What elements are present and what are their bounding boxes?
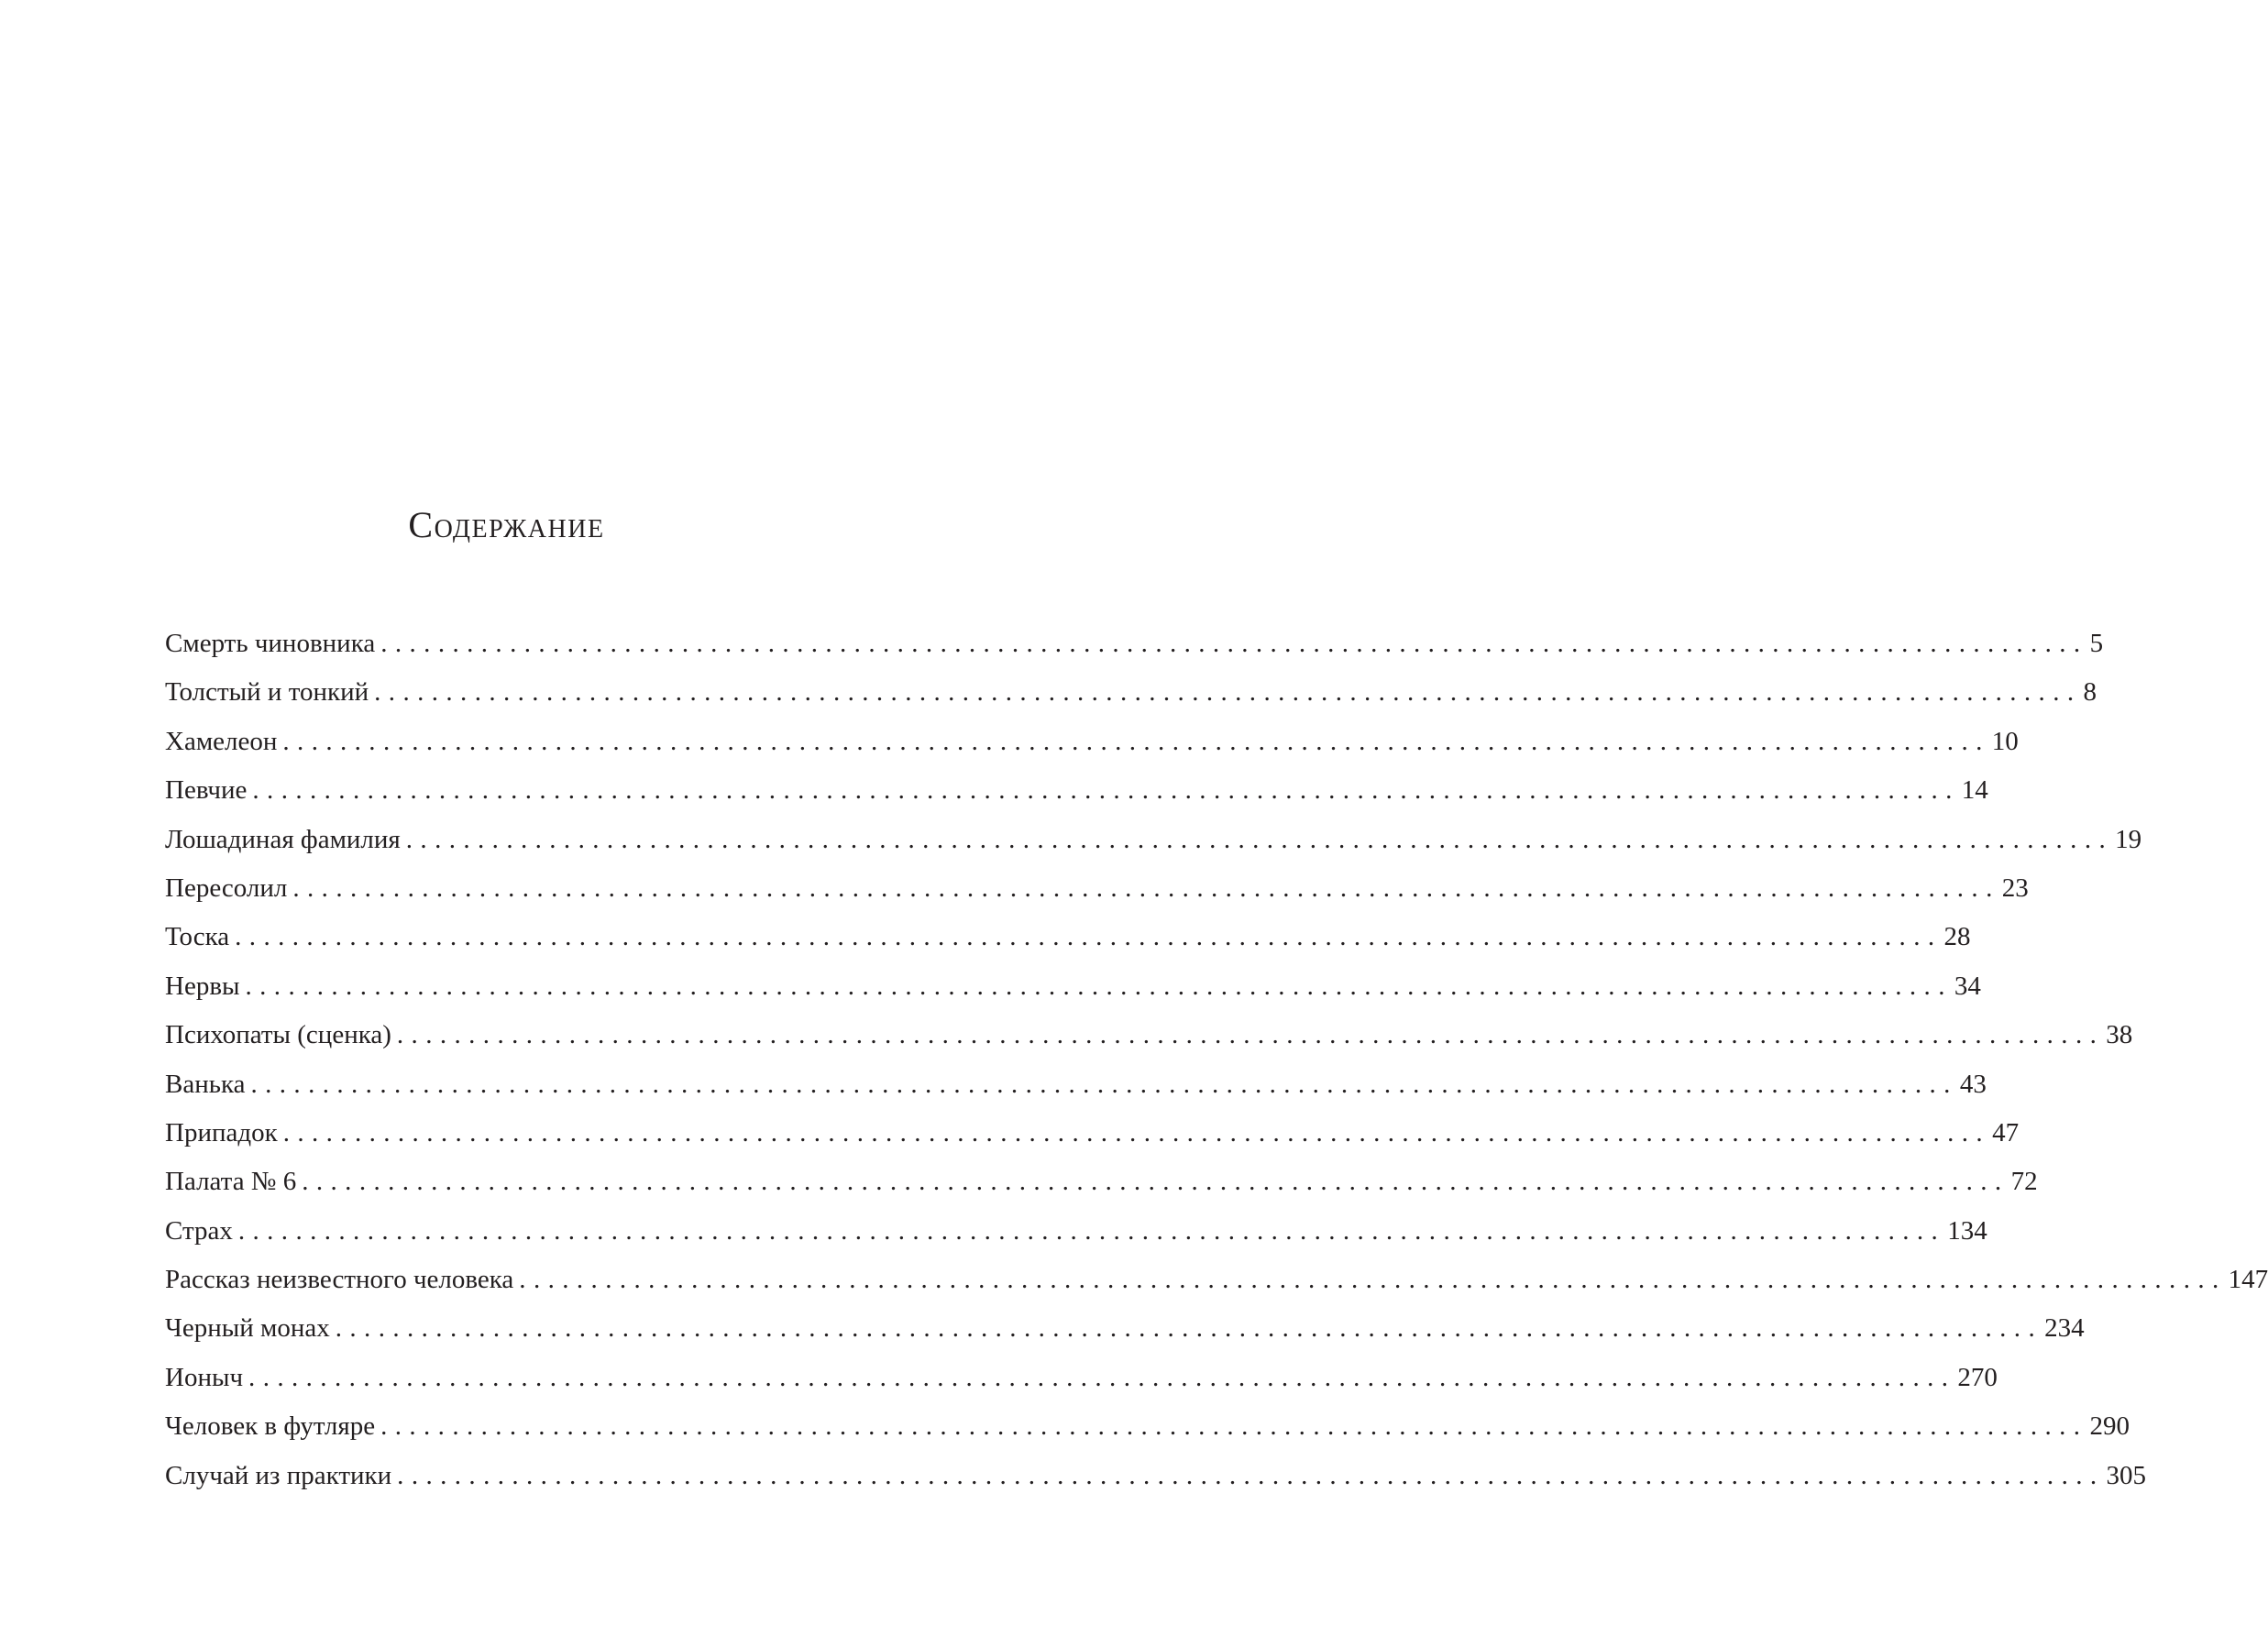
toc-entry [165,1460,2147,1511]
toc-entry-page-number: 234 [2044,1313,2085,1344]
toc-entry-title: Палата № 6 [165,1167,297,1197]
toc-entry [165,677,2097,728]
toc-entry [165,1215,1987,1267]
dot-leader: ....................................................................................................................... [292,873,2000,903]
dot-leader: ....................................................................................................................... [302,1167,2009,1197]
toc-entry-page-number: 8 [2083,677,2097,708]
dot-leader: ....................................................................................................................... [396,1020,2105,1050]
toc-entry-title: Лошадиная фамилия [165,824,401,854]
dot-leader: ....................................................................................................................... [380,1411,2088,1442]
dot-leader: ....................................................................................................................... [252,775,1960,806]
toc-entry-title: Тоска [165,922,230,952]
toc-entry-title: Хамелеон [165,726,278,756]
toc-entry [165,1362,1998,1413]
toc-entry-page-number: 14 [1961,775,1988,806]
toc-entry [165,1069,1987,1120]
dot-leader: ....................................................................................................................... [245,971,1953,1001]
toc-entry-page-number: 305 [2106,1460,2147,1490]
toc-entry [165,1020,2133,1071]
toc-entry [165,922,1971,972]
toc-entry [165,629,2104,679]
toc-entry-title: Толстый и тонкий [165,677,369,708]
dot-leader: ....................................................................................................................... [235,922,1943,952]
toc-entry [165,1167,2038,1217]
toc-entry-page-number: 19 [2115,824,2142,854]
toc-entry-page-number: 72 [2010,1167,2038,1197]
table-of-contents [165,629,2268,1511]
toc-entry-title: Черный монах [165,1313,330,1344]
dot-leader: ....................................................................................................................... [405,824,2114,854]
toc-entry-page-number: 5 [2089,629,2104,658]
dot-leader: ....................................................................................................................... [248,1362,1956,1392]
toc-entry-title: Припадок [165,1117,278,1147]
toc-entry-page-number: 10 [1991,726,2019,756]
dot-leader: ....................................................................................................................... [250,1069,1958,1099]
toc-entry-page-number: 270 [1957,1362,1998,1392]
dot-leader: ....................................................................................................................... [380,629,2088,658]
toc-entry-title: Певчие [165,775,248,806]
dot-leader: ....................................................................................................................... [335,1313,2043,1344]
toc-entry [165,726,2019,777]
toc-entry [165,824,2142,875]
toc-entry [165,971,1981,1022]
toc-entry-page-number: 38 [2106,1020,2133,1050]
toc-entry-title: Ванька [165,1069,246,1099]
toc-entry [165,1117,2020,1169]
dot-leader: ....................................................................................................................... [374,677,2082,708]
toc-entry [165,873,2029,924]
dot-leader: ....................................................................................................................... [397,1460,2105,1490]
toc-entry-page-number: 290 [2089,1411,2130,1442]
dot-leader: ....................................................................................................................... [282,726,1990,756]
toc-entry-page-number: 43 [1959,1069,1987,1099]
toc-entry-title: Смерть чиновника [165,629,376,658]
toc-entry-title: Нервы [165,971,240,1001]
toc-entry-title: Пересолил [165,873,288,903]
toc-entry [165,1411,2130,1462]
toc-entry [165,1265,2268,1315]
dot-leader: ....................................................................................................................... [237,1215,1946,1246]
toc-entry-page-number: 134 [1947,1215,1987,1246]
toc-entry-page-number: 23 [2001,873,2029,903]
toc-entry-page-number: 28 [1943,922,1971,952]
toc-entry-title: Ионыч [165,1362,244,1392]
toc-entry-title: Человек в футляре [165,1411,376,1442]
toc-entry-title: Случай из практики [165,1460,392,1490]
dot-leader: ....................................................................................................................... [519,1265,2227,1295]
toc-entry [165,775,1988,826]
toc-entry-title: Рассказ неизвестного человека [165,1265,514,1295]
toc-heading: Содержание [408,504,605,545]
toc-entry-title: Психопаты (сценка) [165,1020,391,1050]
toc-entry-page-number: 147 [2228,1265,2268,1295]
dot-leader: ....................................................................................................................... [282,1117,1991,1147]
toc-entry [165,1313,2085,1364]
toc-entry-page-number: 47 [1992,1117,2020,1147]
toc-entry-page-number: 34 [1954,971,1981,1001]
toc-entry-title: Страх [165,1215,233,1246]
